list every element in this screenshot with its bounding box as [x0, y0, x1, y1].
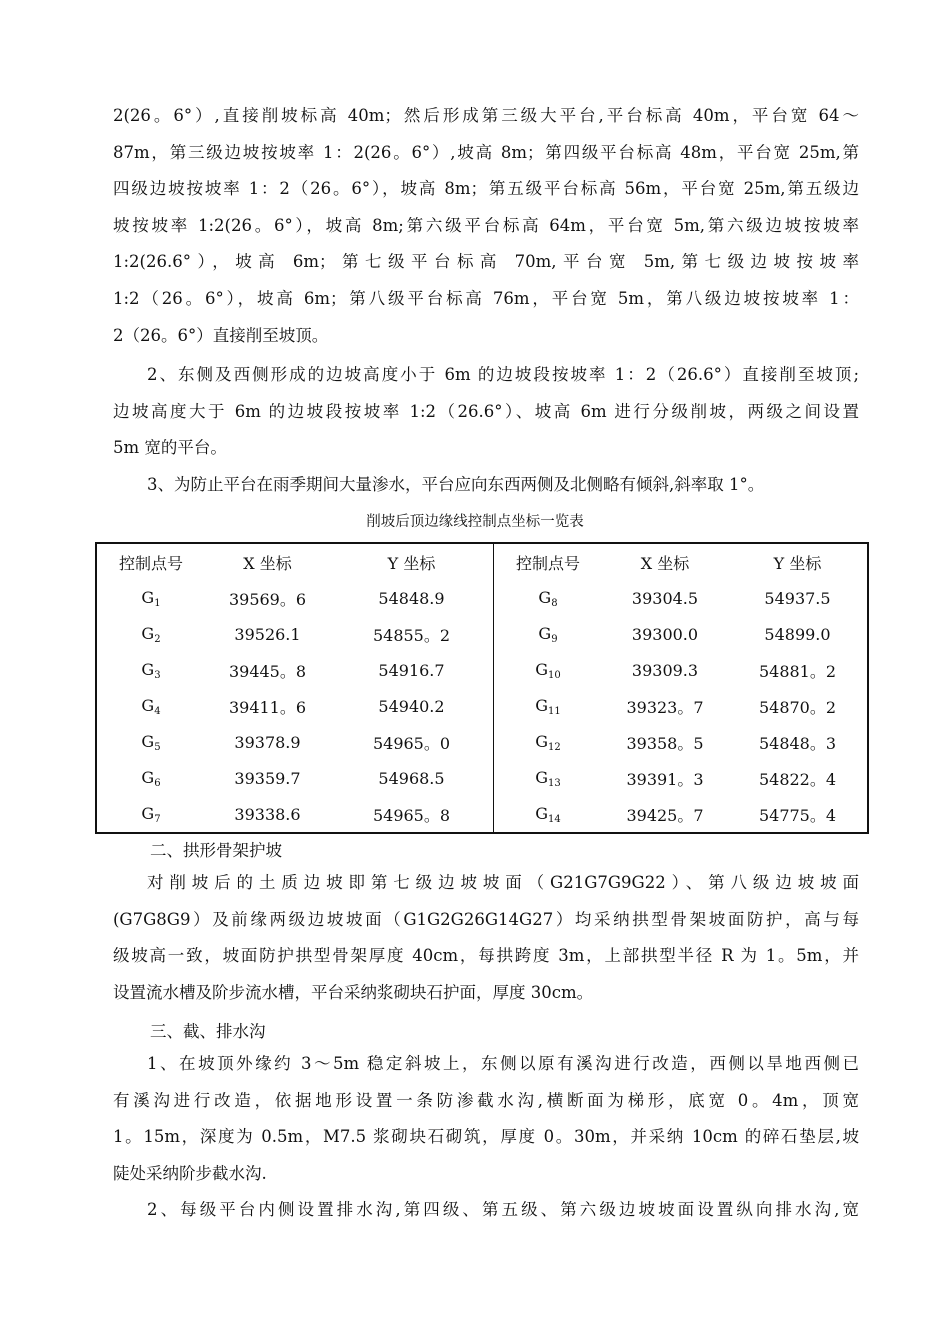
table-row: [96, 616, 868, 652]
point-id: $G_1$: [141, 587, 161, 609]
y-cell: 54881。2: [758, 661, 837, 681]
x-cell: 39425。7: [626, 805, 704, 825]
point-id: $G_{14}$: [494, 796, 603, 833]
table-header-row: [96, 543, 868, 580]
x-cell: 39526.1: [234, 624, 301, 644]
table-row: [96, 652, 868, 688]
header-x: X 坐标: [243, 553, 292, 573]
text-line: 1、在坡顶外缘约 3～5m 稳定斜坡上，东侧以原有溪沟进行改造，西侧以旱地西侧已: [147, 1054, 859, 1073]
text-line: 2、东侧及西侧形成的边坡高度小于 6m 的边坡段按坡率 1：2（26.6°）直接削至坡顶;: [147, 365, 859, 384]
text-line: 1。15m，深度为 0.5m，M7.5 浆砌块石砌筑，厚度 0。30m，并采纳 10cm 的碎石垫层,坡: [113, 1127, 859, 1147]
point-id: $G_{12}$: [494, 724, 603, 760]
header-x: X 坐标: [640, 553, 690, 573]
text-line: 2(26。6°）,直接削坡标高 40m；然后形成第三级大平台,平台标高 40m，平台宽 64～: [113, 106, 859, 125]
text-line: 5m 宽的平台。: [113, 438, 227, 458]
x-cell: 39411。6: [228, 697, 307, 717]
paragraph-drainage-channels: [113, 1192, 859, 1229]
table-row: [96, 724, 868, 760]
text-line: 87m，第三级边坡按坡率 1：2(26。6°）,坡高 8m；第四级平台标高 48m，平台宽 25m,第: [113, 142, 859, 162]
paragraph-arch-frame: [113, 865, 859, 1011]
text-line: 1:2(26.6°），坡高 6m；第七级平台标高 70m,平台宽 5m,第七级边坡按坡率: [113, 252, 859, 272]
table-title: 削坡后顶边缘线控制点坐标一览表: [366, 514, 584, 530]
y-cell: 54855。2: [372, 625, 451, 645]
paragraph-east-west-slopes: [113, 357, 859, 467]
x-cell: 39359.7: [234, 768, 301, 788]
y-cell: 54965。0: [372, 733, 451, 753]
text-line: 有溪沟进行改造，依据地形设置一条防渗截水沟,横断面为梯形，底宽 0。4m，顶宽: [113, 1090, 859, 1110]
header-y: Y 坐标: [773, 553, 822, 573]
y-cell: 54775。4: [758, 805, 837, 825]
point-id: $G_{10}$: [494, 652, 603, 688]
y-cell: 54899.0: [764, 624, 831, 644]
x-cell: 39323。7: [626, 697, 704, 717]
y-cell: 54916.7: [378, 660, 445, 680]
y-cell: 54965。8: [372, 805, 451, 825]
text-line: 对削坡后的土质边坡即第七级边坡坡面（G21G7G9G22）、第八级边坡坡面: [147, 873, 859, 892]
point-id: $G_{13}$: [494, 760, 603, 796]
point-id: $G_4$: [141, 695, 161, 717]
x-cell: 39338.6: [234, 804, 301, 824]
point-id: $G_{11}$: [494, 688, 603, 724]
table-row: [96, 580, 868, 616]
text-line: 坡按坡率 1:2(26。6°），坡高 8m;第六级平台标高 64m，平台宽 5m,第六级边坡按坡率: [113, 215, 859, 235]
x-cell: 39569。6: [228, 589, 307, 609]
y-cell: 54848.9: [378, 588, 445, 608]
x-cell: 39358。5: [626, 733, 704, 753]
paragraph-platform-slope: [113, 467, 859, 504]
x-cell: 39378.9: [234, 732, 301, 752]
y-cell: 54940.2: [378, 696, 445, 716]
text-line: (G7G8G9）及前缘两级边坡坡面（G1G2G26G14G27）均采纳拱型骨架坡面防护，高与每: [113, 909, 859, 929]
text-line: 1:2（26。6°），坡高 6m；第八级平台标高 76m，平台宽 5m，第八级边坡按坡率 1：: [113, 288, 859, 308]
table-row: [96, 796, 868, 833]
point-id: $G_8$: [494, 580, 603, 616]
text-line: 四级边坡按坡率 1：2（26。6°），坡高 8m；第五级平台标高 56m，平台宽 25m,第五级边: [113, 179, 859, 199]
text-line: 设置流水槽及阶步流水槽，平台采纳浆砌块石护面，厚度 30cm。: [113, 982, 594, 1002]
paragraph-intercepting-ditch: [113, 1046, 859, 1192]
y-cell: 54848。3: [758, 733, 837, 753]
text-line: 2、每级平台内侧设置排水沟,第四级、第五级、第六级边坡坡面设置纵向排水沟,宽: [147, 1200, 859, 1219]
point-id: $G_9$: [494, 616, 603, 652]
x-cell: 39391。3: [626, 769, 704, 789]
text-line: 2（26。6°）直接削至坡顶。: [113, 325, 329, 345]
section-heading-drainage: 三、截、排水沟: [150, 1022, 266, 1041]
point-id: $G_5$: [141, 731, 161, 753]
table-row: [96, 688, 868, 724]
text-line: 级坡高一致，坡面防护拱型骨架厚度 40cm，每拱跨度 3m，上部拱型半径 R 为 1。5m，并: [113, 946, 859, 966]
control-point-table: [95, 542, 869, 834]
point-id: $G_2$: [141, 623, 161, 645]
section-heading-arch-frame: 二、拱形骨架护坡: [150, 841, 282, 860]
x-cell: 39300.0: [631, 624, 699, 644]
text-line: 3、为防止平台在雨季期间大量渗水，平台应向东西两侧及北侧略有倾斜,斜率取 1°。: [147, 475, 765, 494]
header-point-no: 控制点号: [118, 553, 183, 573]
text-line: 边坡高度大于 6m 的边坡段按坡率 1:2（26.6°）、坡高 6m 进行分级削坡，两级之间设置: [113, 401, 859, 421]
y-cell: 54968.5: [378, 768, 445, 788]
header-y: Y 坐标: [387, 553, 436, 573]
x-cell: 39309.3: [631, 660, 699, 680]
table-row: [96, 760, 868, 796]
paragraph-slope-levels: [113, 98, 859, 354]
y-cell: 54822。4: [758, 769, 837, 789]
y-cell: 54870。2: [758, 697, 837, 717]
point-id: $G_7$: [141, 803, 161, 825]
text-line: 陡处采纳阶步截水沟.: [113, 1163, 267, 1183]
y-cell: 54937.5: [764, 588, 831, 608]
header-point-no: 控制点号: [494, 543, 603, 580]
point-id: $G_3$: [141, 659, 161, 681]
x-cell: 39445。8: [228, 661, 307, 681]
point-id: $G_6$: [141, 767, 161, 789]
x-cell: 39304.5: [631, 588, 699, 608]
